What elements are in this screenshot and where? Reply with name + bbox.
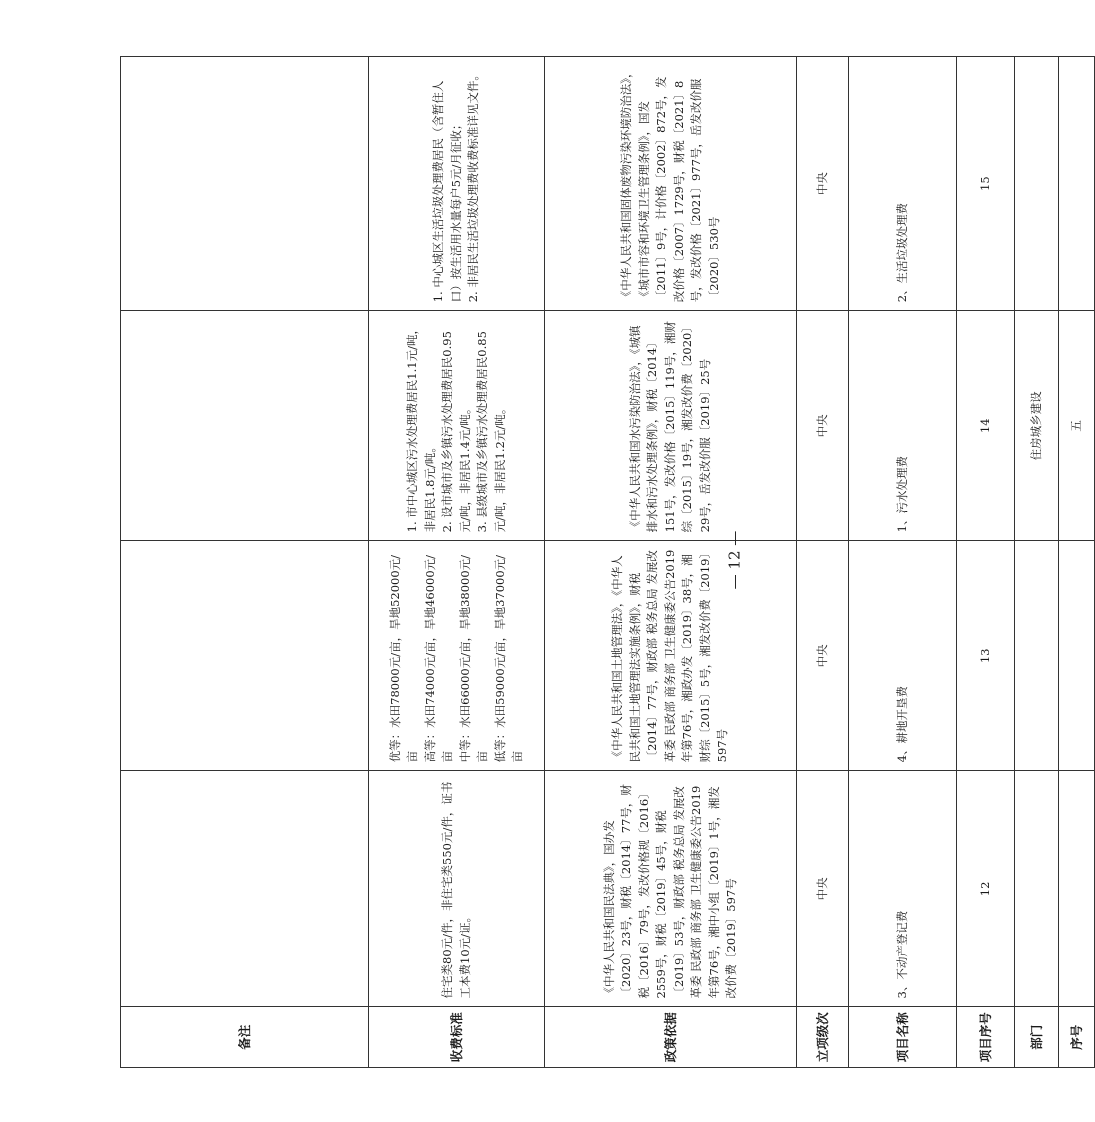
header-item-seq: 项目序号 [957, 1007, 1015, 1068]
cell-standard-12 [369, 771, 545, 1007]
field-row-seq [1059, 57, 1095, 1068]
cell-level-15: 中央 [797, 57, 849, 311]
header-remark: 备注 [121, 1007, 369, 1068]
header-dept: 部门 [1015, 1007, 1059, 1068]
fee-table [120, 56, 1095, 1068]
standard-line: 高等：水田74000元/亩，旱地46000元/亩 [422, 554, 454, 763]
cell-dept-13 [1015, 541, 1059, 771]
cell-level-13: 中央 [797, 541, 849, 771]
field-row-dept [1015, 57, 1059, 1068]
standard-line: 2. 非居民生活垃圾处理费收费标准详见文件。 [466, 69, 481, 303]
cell-remark-13 [121, 541, 369, 771]
field-row-remark [121, 57, 369, 1068]
standard-line: 住宅类80元/件，非住宅类550元/件，证书工本费10元/证。 [440, 781, 472, 999]
standard-line: 1. 市中心城区污水处理费居民1.1元/吨，非居民1.8元/吨。 [405, 323, 437, 533]
cell-item-seq-15: 15 [957, 57, 1015, 311]
header-name: 项目名称 [849, 1007, 957, 1068]
cell-standard-15 [369, 57, 545, 311]
cell-level-12: 中央 [797, 771, 849, 1007]
cell-name-13: 4、耕地开垦费 [849, 541, 957, 771]
standard-line: 低等：水田59000元/亩，旱地37000元/亩 [492, 554, 524, 763]
cell-remark-15 [121, 57, 369, 311]
cell-basis-14: 《中华人民共和国水污染防治法》，《城镇排水和污水处理条例》，财税〔2014〕151号，发改价格〔2015〕119号，湘财综〔2015〕19号，湘发改价费〔2020〕29号，岳发改价服〔2019〕25号 [545, 311, 797, 541]
standard-line: 1. 中心城区生活垃圾处理费居民（含暂住人口）按生活用水量每户5元/月征收； [431, 80, 463, 303]
header-level: 立项级次 [797, 1007, 849, 1068]
page-number: — 12 — [725, 530, 743, 590]
cell-seq-12 [1059, 771, 1095, 1007]
field-row-level [797, 57, 849, 1068]
cell-name-14: 1、污水处理费 [849, 311, 957, 541]
cell-seq-14: 五 [1059, 311, 1095, 541]
cell-name-12: 3、不动产登记费 [849, 771, 957, 1007]
standard-line: 中等：水田66000元/亩，旱地38000元/亩 [457, 554, 489, 763]
cell-item-seq-12: 12 [957, 771, 1015, 1007]
rotated-table-area [120, 56, 1084, 1068]
cell-remark-12 [121, 771, 369, 1007]
cell-level-14: 中央 [797, 311, 849, 541]
cell-dept-12 [1015, 771, 1059, 1007]
cell-seq-15 [1059, 57, 1095, 311]
cell-dept-14: 住房城乡建设 [1015, 311, 1059, 541]
cell-remark-14 [121, 311, 369, 541]
cell-item-seq-14: 14 [957, 311, 1015, 541]
cell-basis-12: 《中华人民共和国民法典》，国办发〔2020〕23号，财税〔2014〕77号，财税〔2016〕79号，发改价格规〔2016〕2559号，财税〔2019〕45号，财税〔2019〕53号，财政部 税务总局 发展改革委 民政部 商务部 卫生健康委公告2019年第76号，湘中小组〔2019〕1号，湘发改价费〔2019〕597号 [545, 771, 797, 1007]
field-row-name [849, 57, 957, 1068]
standard-line: 3. 县级城市及乡镇污水处理费居民0.85元/吨，非居民1.2元/吨。 [475, 331, 507, 533]
header-seq: 序号 [1059, 1007, 1095, 1068]
cell-item-seq-13: 13 [957, 541, 1015, 771]
cell-seq-13 [1059, 541, 1095, 771]
standard-line: 优等：水田78000元/亩，旱地52000元/亩 [387, 554, 419, 763]
header-standard: 收费标准 [369, 1007, 545, 1068]
cell-standard-14 [369, 311, 545, 541]
header-basis: 政策依据 [545, 1007, 797, 1068]
cell-basis-13: 《中华人民共和国土地管理法》，《中华人民共和国土地管理法实施条例》，财税〔2014〕77号，财政部 税务总局 发展改革委 民政部 商务部 卫生健康委公告2019年第76号，湘政办发〔2019〕38号，湘财综〔2015〕5号，湘发改价费〔2019〕597号 [545, 541, 797, 771]
cell-standard-13 [369, 541, 545, 771]
field-row-item-seq [957, 57, 1015, 1068]
cell-basis-15: 《中华人民共和国固体废物污染环境防治法》，《城市市容和环境卫生管理条例》，国发〔2011〕9号，计价格〔2002〕872号，发改价格〔2007〕1729号，财税〔2021〕8号，发改价格〔2021〕977号，岳发改价服〔2020〕530号 [545, 57, 797, 311]
field-row-standard [369, 57, 545, 1068]
standard-line: 2. 设市城市及乡镇污水处理费居民0.95元/吨，非居民1.4元/吨。 [440, 331, 472, 533]
cell-name-15: 2、生活垃圾处理费 [849, 57, 957, 311]
cell-dept-15 [1015, 57, 1059, 311]
